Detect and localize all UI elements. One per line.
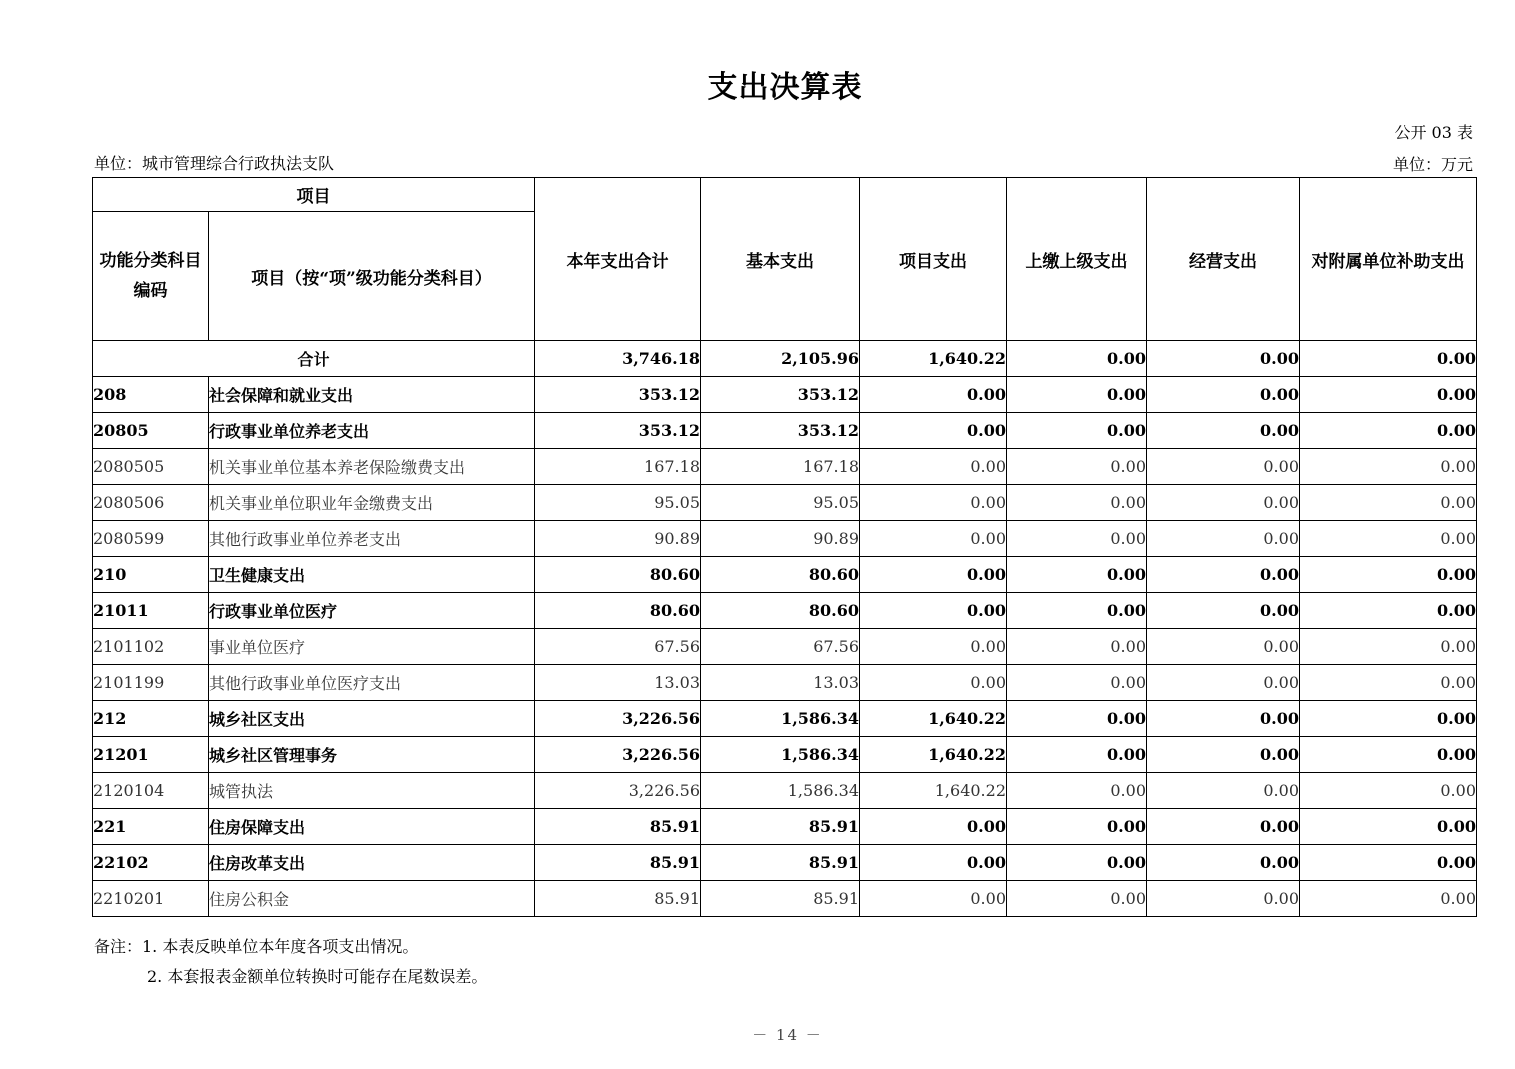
category-name: 行政事业单位养老支出 [209,413,535,449]
header-subsidy: 对附属单位补助支出 [1300,178,1477,341]
document-title: 支出决算表 [707,70,863,105]
amount-cell: 0.00 [860,377,1007,413]
table-row [93,881,1477,917]
category-code: 2101199 [93,665,209,701]
header-upper-payment: 上缴上级支出 [1007,178,1147,341]
table-row [93,737,1477,773]
amount-cell: 0.00 [1147,485,1300,521]
table-row [93,557,1477,593]
amount-cell: 67.56 [701,629,860,665]
note-line-1: 备注：1. 本表反映单位本年度各项支出情况。 [94,937,419,956]
amount-cell: 1,640.22 [860,773,1007,809]
header-business: 经营支出 [1147,178,1300,341]
amount-cell: 0.00 [1007,809,1147,845]
amount-cell: 0.00 [1300,557,1477,593]
amount-cell: 0.00 [1147,413,1300,449]
category-code: 21201 [93,737,209,773]
amount-cell: 353.12 [535,413,701,449]
amount-cell: 0.00 [1147,593,1300,629]
amount-cell: 0.00 [1300,845,1477,881]
amount-cell: 0.00 [1300,665,1477,701]
amount-cell: 0.00 [860,665,1007,701]
amount-cell: 0.00 [860,809,1007,845]
amount-cell: 1,586.34 [701,701,860,737]
table-row [93,449,1477,485]
category-code: 2120104 [93,773,209,809]
amount-cell: 95.05 [701,485,860,521]
header-total: 本年支出合计 [535,178,701,341]
category-name: 城乡社区支出 [209,701,535,737]
amount-cell: 0.00 [1147,521,1300,557]
notes [94,932,487,992]
table-row [93,773,1477,809]
amount-cell: 0.00 [1300,485,1477,521]
category-name: 其他行政事业单位医疗支出 [209,665,535,701]
note-line-2: 2. 本套报表金额单位转换时可能存在尾数误差。 [147,967,488,986]
table-number: 公开 03 表 [1394,123,1473,142]
category-code: 2080506 [93,485,209,521]
total-cell: 2,105.96 [701,341,860,377]
amount-cell: 0.00 [1007,521,1147,557]
total-label: 合计 [93,341,535,377]
amount-cell: 1,586.34 [701,773,860,809]
table-row [93,665,1477,701]
amount-cell: 0.00 [1147,737,1300,773]
table-row [93,593,1477,629]
amount-cell: 0.00 [1007,449,1147,485]
category-code: 221 [93,809,209,845]
amount-cell: 0.00 [1300,701,1477,737]
amount-cell: 0.00 [1300,413,1477,449]
amount-cell: 3,226.56 [535,701,701,737]
amount-cell: 90.89 [701,521,860,557]
category-name: 其他行政事业单位养老支出 [209,521,535,557]
amount-cell: 0.00 [1300,449,1477,485]
amount-cell: 85.91 [701,881,860,917]
amount-cell: 0.00 [1147,665,1300,701]
table-row [93,809,1477,845]
amount-cell: 1,640.22 [860,737,1007,773]
category-name: 城管执法 [209,773,535,809]
total-cell: 3,746.18 [535,341,701,377]
amount-cell: 167.18 [701,449,860,485]
amount-cell: 0.00 [1007,629,1147,665]
category-name: 住房改革支出 [209,845,535,881]
total-cell: 0.00 [1300,341,1477,377]
amount-cell: 0.00 [1147,845,1300,881]
amount-cell: 85.91 [701,809,860,845]
amount-cell: 85.91 [535,881,701,917]
header-basic: 基本支出 [701,178,860,341]
category-code: 208 [93,377,209,413]
table-row [93,701,1477,737]
amount-cell: 0.00 [1007,413,1147,449]
category-code: 2080599 [93,521,209,557]
amount-cell: 80.60 [535,557,701,593]
amount-cell: 0.00 [1147,449,1300,485]
amount-cell: 0.00 [1300,881,1477,917]
amount-cell: 0.00 [1147,629,1300,665]
table-row [93,485,1477,521]
amount-cell: 0.00 [860,629,1007,665]
total-row [93,341,1477,377]
amount-cell: 90.89 [535,521,701,557]
amount-cell: 0.00 [1007,377,1147,413]
amount-cell: 0.00 [1147,881,1300,917]
category-code: 22102 [93,845,209,881]
amount-cell: 0.00 [1147,557,1300,593]
category-name: 住房保障支出 [209,809,535,845]
total-cell: 1,640.22 [860,341,1007,377]
header-project-expenditure: 项目支出 [860,178,1007,341]
amount-cell: 1,640.22 [860,701,1007,737]
amount-cell: 353.12 [535,377,701,413]
amount-cell: 0.00 [1300,629,1477,665]
amount-cell: 0.00 [1147,701,1300,737]
amount-cell: 85.91 [535,809,701,845]
amount-cell: 0.00 [860,845,1007,881]
amount-cell: 95.05 [535,485,701,521]
amount-cell: 0.00 [860,521,1007,557]
category-code: 2210201 [93,881,209,917]
amount-cell: 353.12 [701,413,860,449]
amount-cell: 0.00 [1007,593,1147,629]
amount-cell: 0.00 [1007,881,1147,917]
table-row [93,413,1477,449]
amount-cell: 0.00 [1007,665,1147,701]
category-code: 21011 [93,593,209,629]
amount-cell: 0.00 [1300,809,1477,845]
expenditure-table [92,177,1477,917]
amount-cell: 0.00 [1300,593,1477,629]
amount-cell: 0.00 [1300,521,1477,557]
amount-cell: 0.00 [1147,377,1300,413]
amount-cell: 3,226.56 [535,737,701,773]
amount-cell: 0.00 [860,881,1007,917]
amount-cell: 0.00 [1300,377,1477,413]
amount-cell: 0.00 [1300,737,1477,773]
category-name: 城乡社区管理事务 [209,737,535,773]
header-name: 项目（按“项”级功能分类科目） [209,212,535,341]
amount-cell: 0.00 [1007,701,1147,737]
table-row [93,377,1477,413]
amount-cell: 0.00 [1007,773,1147,809]
category-name: 行政事业单位医疗 [209,593,535,629]
amount-cell: 0.00 [860,413,1007,449]
amount-cell: 0.00 [1300,773,1477,809]
category-code: 2101102 [93,629,209,665]
category-name: 卫生健康支出 [209,557,535,593]
table-row [93,845,1477,881]
category-name: 住房公积金 [209,881,535,917]
amount-cell: 13.03 [701,665,860,701]
amount-cell: 0.00 [860,449,1007,485]
category-name: 社会保障和就业支出 [209,377,535,413]
category-code: 212 [93,701,209,737]
table-row [93,521,1477,557]
amount-cell: 85.91 [701,845,860,881]
category-name: 事业单位医疗 [209,629,535,665]
amount-cell: 80.60 [701,593,860,629]
currency-unit: 单位：万元 [1392,155,1473,174]
amount-cell: 80.60 [701,557,860,593]
amount-cell: 0.00 [1007,737,1147,773]
category-code: 20805 [93,413,209,449]
amount-cell: 0.00 [860,557,1007,593]
category-code: 210 [93,557,209,593]
category-name: 机关事业单位职业年金缴费支出 [209,485,535,521]
total-cell: 0.00 [1147,341,1300,377]
amount-cell: 0.00 [860,593,1007,629]
amount-cell: 0.00 [1007,485,1147,521]
amount-cell: 1,586.34 [701,737,860,773]
amount-cell: 0.00 [1147,773,1300,809]
amount-cell: 353.12 [701,377,860,413]
amount-cell: 0.00 [1007,557,1147,593]
amount-cell: 0.00 [860,485,1007,521]
amount-cell: 0.00 [1147,809,1300,845]
amount-cell: 67.56 [535,629,701,665]
amount-cell: 3,226.56 [535,773,701,809]
amount-cell: 167.18 [535,449,701,485]
page-number: － 14 － [752,1026,823,1044]
reporting-unit: 单位：城市管理综合行政执法支队 [94,154,335,173]
amount-cell: 80.60 [535,593,701,629]
table-row [93,629,1477,665]
amount-cell: 85.91 [535,845,701,881]
category-name: 机关事业单位基本养老保险缴费支出 [209,449,535,485]
category-code: 2080505 [93,449,209,485]
amount-cell: 13.03 [535,665,701,701]
header-project: 项目 [93,178,535,212]
total-cell: 0.00 [1007,341,1147,377]
amount-cell: 0.00 [1007,845,1147,881]
header-code: 功能分类科目编码 [93,212,209,341]
